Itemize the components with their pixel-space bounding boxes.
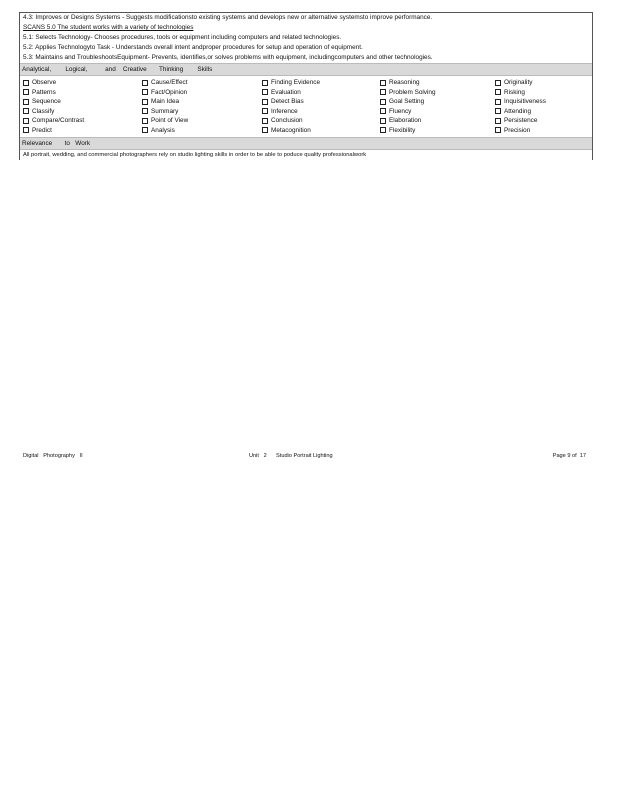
skill-item[interactable] — [23, 88, 142, 98]
skill-label: Detect Bias — [271, 98, 304, 106]
skill-label: Metacognition — [271, 126, 311, 134]
skill-item[interactable] — [495, 126, 595, 136]
checkbox[interactable] — [142, 127, 148, 133]
checkbox[interactable] — [495, 108, 501, 114]
skill-label: Summary — [151, 107, 179, 115]
document-table — [19, 12, 593, 160]
skill-label: Inference — [271, 107, 298, 115]
skill-item[interactable] — [380, 107, 495, 117]
checkbox[interactable] — [495, 80, 501, 86]
checkbox[interactable] — [142, 99, 148, 105]
skill-label: Goal Setting — [389, 98, 425, 106]
skill-label: Evaluation — [271, 88, 301, 96]
checkbox[interactable] — [262, 99, 268, 105]
skill-item[interactable] — [495, 116, 595, 126]
skill-item[interactable] — [23, 126, 142, 136]
checkbox[interactable] — [23, 80, 29, 86]
skill-item[interactable] — [262, 116, 380, 126]
skill-item[interactable] — [495, 107, 595, 117]
scans-5-0-heading: SCANS 5.0 The student works with a variety of technologies — [23, 24, 194, 31]
relevance-section-header: Relevance to Work — [20, 137, 592, 150]
skill-label: Risking — [504, 88, 525, 96]
checkbox[interactable] — [142, 118, 148, 124]
skill-item[interactable] — [495, 88, 595, 98]
skill-item[interactable] — [262, 88, 380, 98]
skill-label: Persistence — [504, 117, 538, 125]
footer-unit-title: Unit 2 Studio Portrait Lighting — [249, 453, 333, 459]
skill-label: Predict — [32, 126, 52, 134]
skill-item[interactable] — [23, 97, 142, 107]
checkbox[interactable] — [380, 89, 386, 95]
checkbox[interactable] — [262, 89, 268, 95]
checkbox[interactable] — [380, 118, 386, 124]
skill-item[interactable] — [495, 78, 595, 88]
scans-4-3-line: 4.3: Improves or Designs Systems - Suggests modificationsto existing systems and develops new or alternative systemsto improve performance. — [23, 14, 433, 21]
footer-page-number: Page 9 of 17 — [552, 453, 586, 459]
skill-item[interactable] — [142, 97, 262, 107]
skills-column-5 — [495, 78, 595, 135]
skill-label: Elaboration — [389, 117, 422, 125]
skill-item[interactable] — [23, 116, 142, 126]
skill-item[interactable] — [142, 78, 262, 88]
skill-label: Cause/Effect — [151, 79, 188, 87]
skill-label: Point of View — [151, 117, 189, 125]
checkbox[interactable] — [23, 127, 29, 133]
checkbox[interactable] — [495, 118, 501, 124]
skill-label: Sequence — [32, 98, 61, 106]
skill-item[interactable] — [262, 107, 380, 117]
page-footer — [23, 452, 586, 460]
skill-label: Originality — [504, 79, 533, 87]
skill-item[interactable] — [262, 126, 380, 136]
skill-item[interactable] — [380, 97, 495, 107]
checkbox[interactable] — [23, 108, 29, 114]
checkbox[interactable] — [142, 80, 148, 86]
skill-item[interactable] — [142, 116, 262, 126]
skill-label: Patterns — [32, 88, 56, 96]
skill-item[interactable] — [495, 97, 595, 107]
skill-label: Classify — [32, 107, 55, 115]
skill-item[interactable] — [262, 97, 380, 107]
relevance-text: All portrait, wedding, and commercial photographers rely on studio lighting skills in order to be able to poduce quality professionalwork — [23, 152, 367, 158]
skill-label: Reasoning — [389, 79, 420, 87]
skill-label: Observe — [32, 79, 57, 87]
checkbox[interactable] — [495, 127, 501, 133]
skills-column-3 — [262, 78, 380, 135]
skill-label: Precision — [504, 126, 531, 134]
checkbox[interactable] — [262, 118, 268, 124]
skill-label: Fluency — [389, 107, 412, 115]
checkbox[interactable] — [142, 108, 148, 114]
checkbox[interactable] — [23, 118, 29, 124]
skills-checkbox-grid — [20, 76, 592, 137]
skills-section-header: Analytical, Logical, and Creative Thinking Skills — [20, 63, 592, 76]
skills-column-1 — [23, 78, 142, 135]
scans-5-3-line: 5.3: Maintains and TroubleshootsEquipment- Prevents, identifies,or solves problems with equipment, includingcomputers and other technologies. — [23, 54, 433, 61]
skill-item[interactable] — [262, 78, 380, 88]
checkbox[interactable] — [380, 127, 386, 133]
checkbox[interactable] — [142, 89, 148, 95]
skill-label: Finding Evidence — [271, 79, 321, 87]
skill-item[interactable] — [380, 88, 495, 98]
skill-item[interactable] — [380, 78, 495, 88]
skill-item[interactable] — [142, 88, 262, 98]
checkbox[interactable] — [495, 89, 501, 95]
skill-item[interactable] — [380, 116, 495, 126]
skill-label: Inquisitiveness — [504, 98, 546, 106]
skill-label: Attending — [504, 107, 532, 115]
checkbox[interactable] — [380, 99, 386, 105]
skill-label: Fact/Opinion — [151, 88, 188, 96]
footer-course-title: Digital Photography II — [23, 453, 83, 459]
scans-5-1-line: 5.1: Selects Technology- Chooses procedures, tools or equipment including computers and related technologies. — [23, 34, 342, 41]
scans-5-2-line: 5.2: Applies Technologyto Task - Understands overall intent andproper procedures for setup and operation of equipment. — [23, 44, 363, 51]
skill-label: Conclusion — [271, 117, 303, 125]
checkbox[interactable] — [262, 108, 268, 114]
skill-label: Compare/Contrast — [32, 117, 85, 125]
checkbox[interactable] — [23, 89, 29, 95]
checkbox[interactable] — [262, 80, 268, 86]
skills-column-4 — [380, 78, 495, 135]
skill-label: Main Idea — [151, 98, 180, 106]
skill-item[interactable] — [142, 126, 262, 136]
skill-item[interactable] — [23, 78, 142, 88]
skill-item[interactable] — [23, 107, 142, 117]
skill-label: Analysis — [151, 126, 175, 134]
skill-item[interactable] — [380, 126, 495, 136]
checkbox[interactable] — [262, 127, 268, 133]
skills-column-2 — [142, 78, 262, 135]
skill-label: Flexibility — [389, 126, 416, 134]
checkbox[interactable] — [23, 99, 29, 105]
skill-item[interactable] — [142, 107, 262, 117]
checkbox[interactable] — [380, 108, 386, 114]
checkbox[interactable] — [495, 99, 501, 105]
checkbox[interactable] — [380, 80, 386, 86]
skill-label: Problem Solving — [389, 88, 436, 96]
